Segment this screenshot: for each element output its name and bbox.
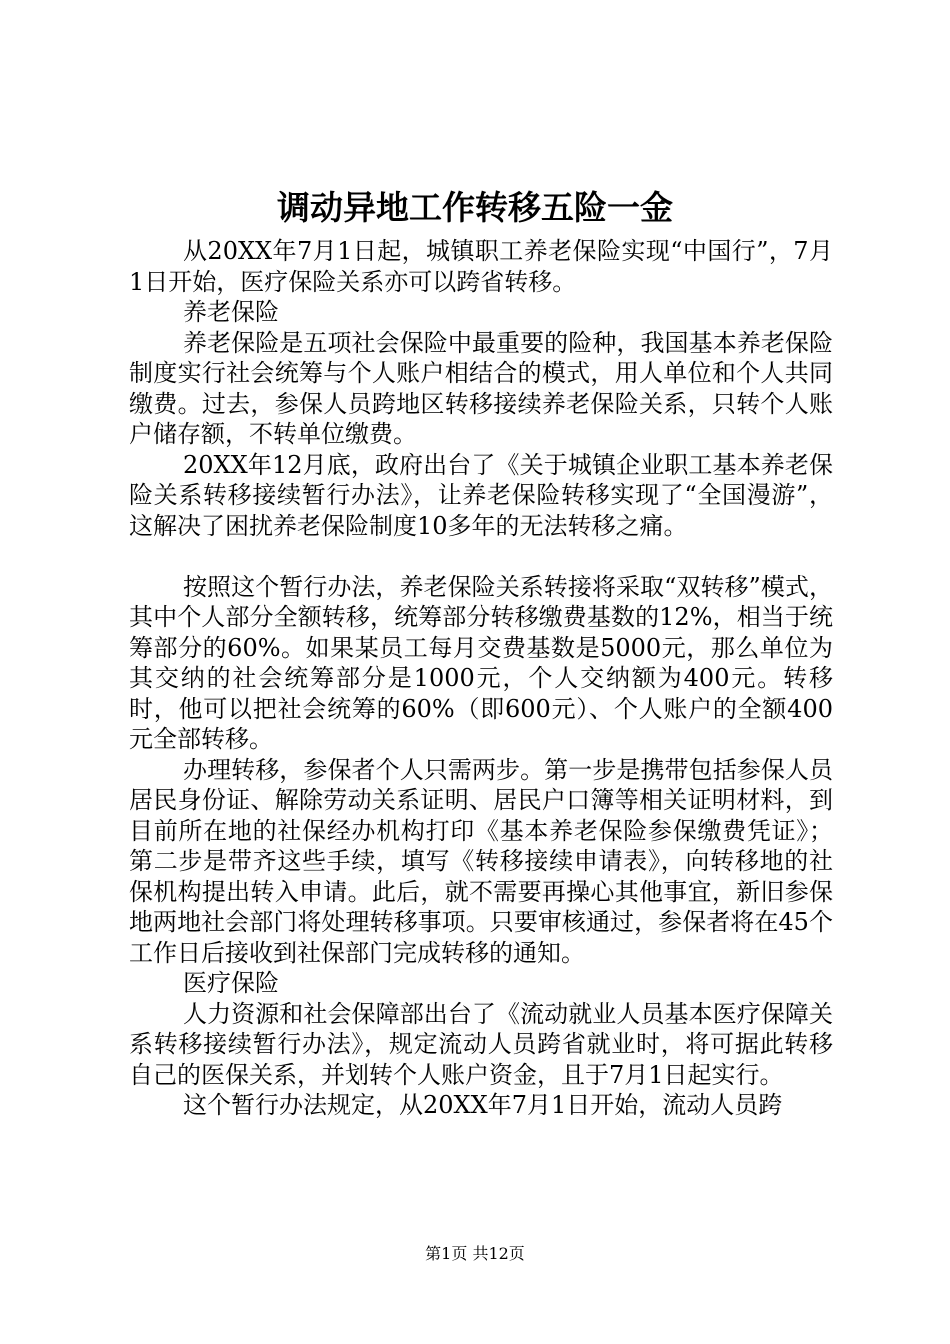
section-heading-medical: 医疗保险 [183, 969, 279, 997]
paragraph-pension-policy: 20XX年12月底，政府出台了《关于城镇企业职工基本养老保险关系转移接续暂行办法》，让养老保险转移实现了“全国漫游”，这解决了困扰养老保险制度10多年的无法转移之痛。 [129, 450, 833, 540]
paragraph-intro: 从20XX年7月1日起，城镇职工养老保险实现“中国行”，7月1日开始，医疗保险关系亦可以跨省转移。 [129, 237, 833, 296]
paragraph-pension-overview: 养老保险是五项社会保险中最重要的险种，我国基本养老保险制度实行社会统筹与个人账户相结合的模式，用人单位和个人共同缴费。过去，参保人员跨地区转移接续养老保险关系，只转个人账户储存额，不转单位缴费。 [129, 328, 833, 448]
paragraph-spacer [129, 541, 833, 572]
section-heading-pension: 养老保险 [183, 298, 279, 326]
document-body [129, 236, 833, 1121]
page-indicator: 第1页 共12页 [425, 1244, 525, 1263]
paragraph-medical-rule: 这个暂行办法规定，从20XX年7月1日开始，流动人员跨 [183, 1091, 783, 1119]
document-title: 调动异地工作转移五险一金 [277, 188, 673, 227]
paragraph-pension-transfer-rule: 按照这个暂行办法，养老保险关系转接将采取“双转移”模式，其中个人部分全额转移，统筹部分转移缴费基数的12%，相当于统筹部分的60%。如果某员工每月交费基数是5000元，那么单位为其交纳的社会统筹部分是1000元，个人交纳额为400元。转移时，他可以把社会统筹的60%（即600元）、个人账户的全额400元全部转移。 [129, 572, 833, 753]
paragraph-medical-policy: 人力资源和社会保障部出台了《流动就业人员基本医疗保障关系转移接续暂行办法》，规定流动人员跨省就业时，将可据此转移自己的医保关系，并划转个人账户资金，且于7月1日起实行。 [129, 999, 833, 1089]
paragraph-pension-procedure: 办理转移，参保者个人只需两步。第一步是携带包括参保人员居民身份证、解除劳动关系证明、居民户口簿等相关证明材料，到目前所在地的社保经办机构打印《基本养老保险参保缴费凭证》；第二步是带齐这些手续，填写《转移接续申请表》，向转移地的社保机构提出转入申请。此后，就不需要再操心其他事宜，新旧参保地两地社会部门将处理转移事项。只要审核通过，参保者将在45个工作日后接收到社保部门完成转移的通知。 [129, 755, 833, 967]
